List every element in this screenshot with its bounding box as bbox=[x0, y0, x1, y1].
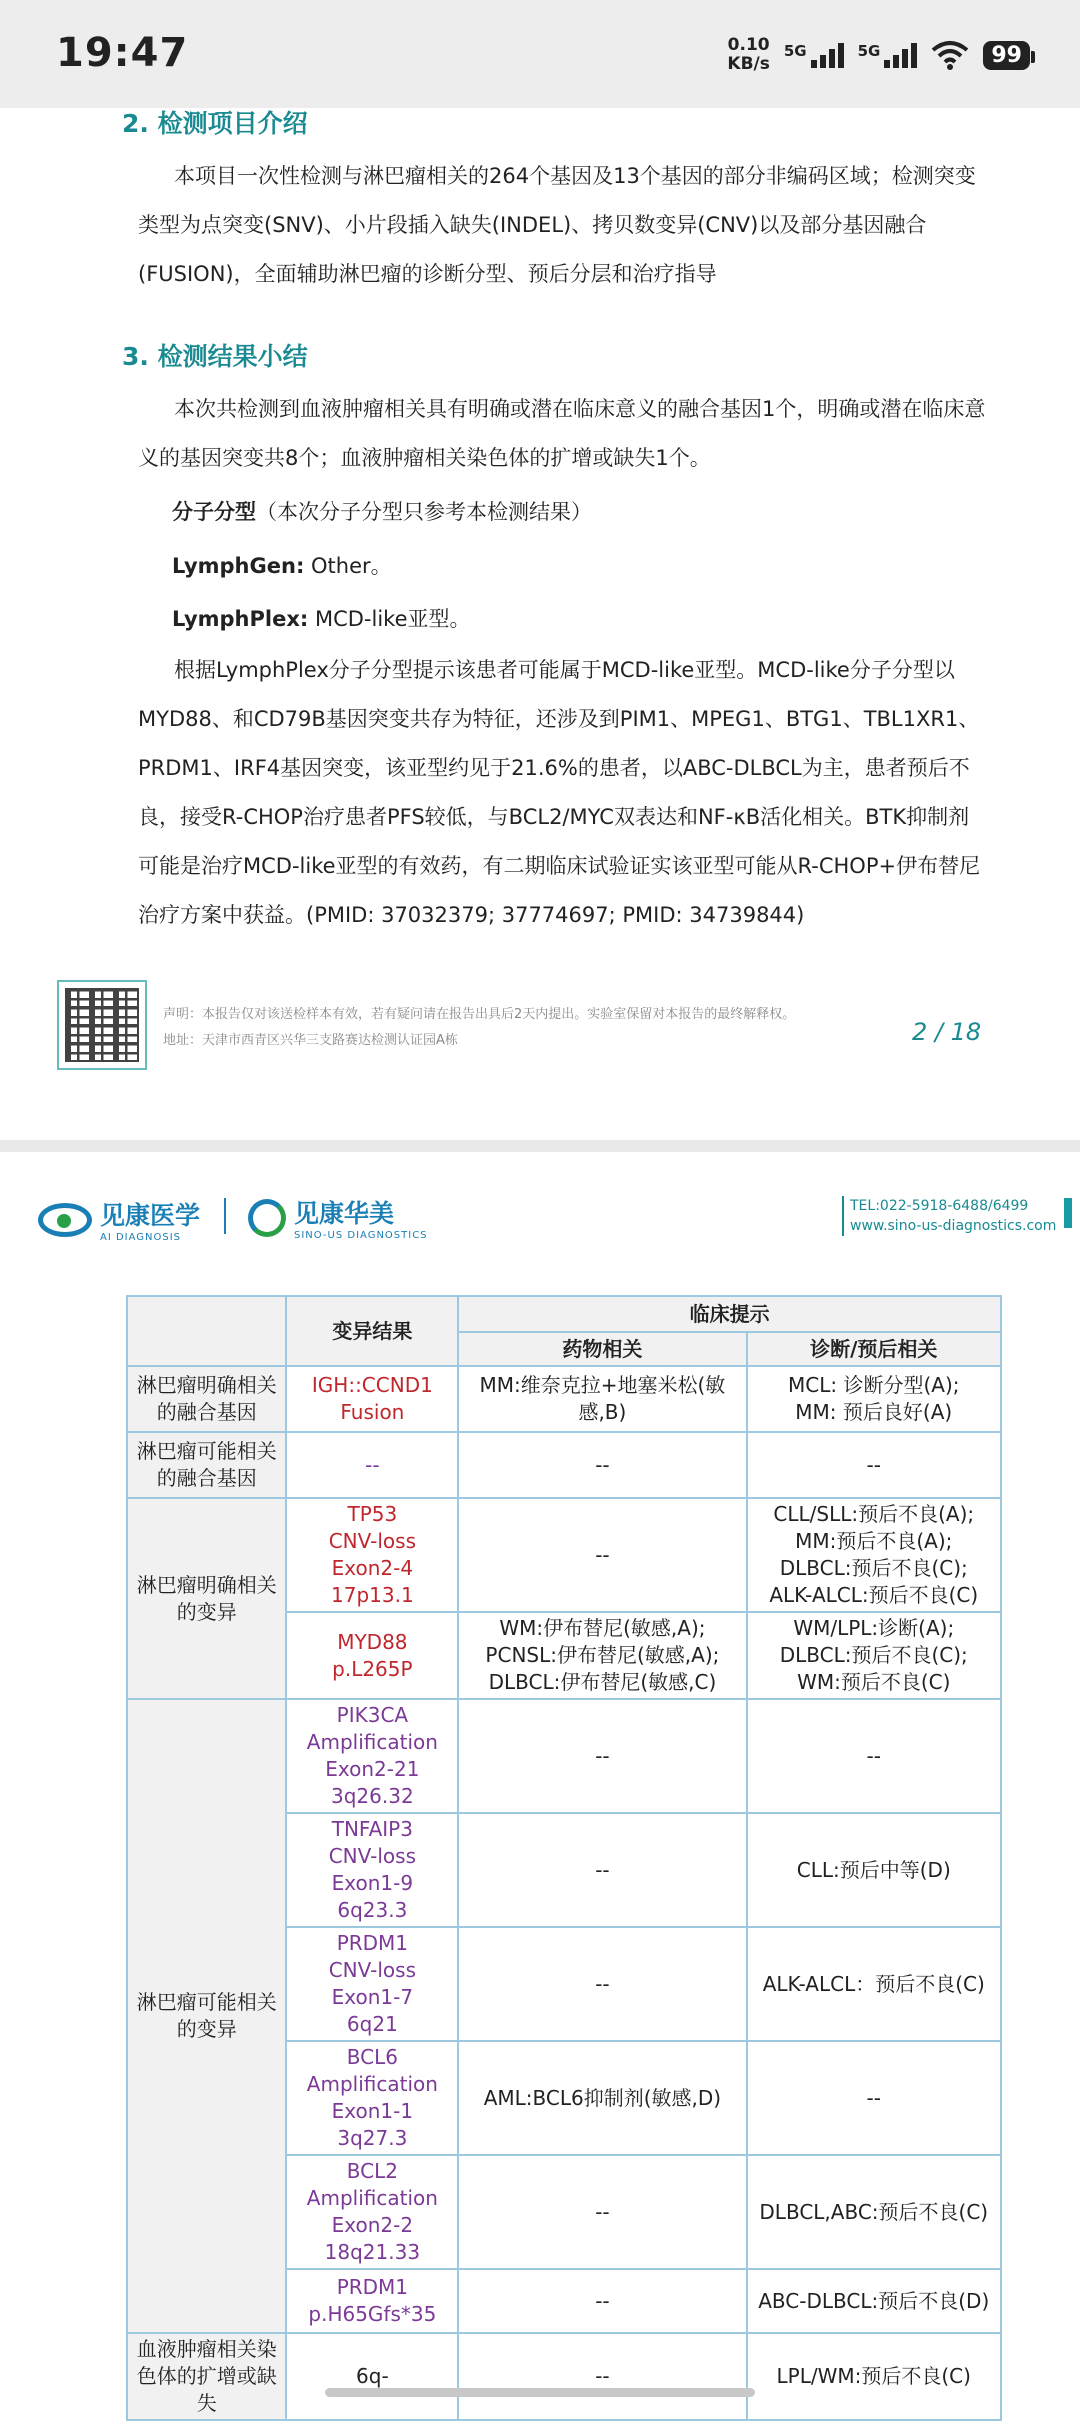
drug-cell: -- bbox=[458, 1927, 746, 2041]
section2-title: 2. 检测项目介绍 bbox=[122, 109, 308, 138]
jiankang-huamei-logo: 见康华美 SINO-US DIAGNOSTICS bbox=[248, 1194, 428, 1241]
clock: 19:47 bbox=[56, 30, 189, 76]
diagnosis-cell: -- bbox=[747, 1432, 1001, 1498]
molecular-typing-line: 分子分型（本次分子分型只参考本检测结果） bbox=[172, 500, 592, 524]
drug-cell: -- bbox=[458, 2155, 746, 2269]
variant-cell: BCL6 Amplification Exon1-1 3q27.3 bbox=[286, 2041, 458, 2155]
page-divider bbox=[0, 1140, 1080, 1152]
logo-separator bbox=[224, 1198, 226, 1234]
table-row bbox=[127, 1498, 1001, 1612]
variant-cell: TP53 CNV-loss Exon2-4 17p13.1 bbox=[286, 1498, 458, 1612]
variant-cell: -- bbox=[286, 1432, 458, 1498]
header-diagnosis: 诊断/预后相关 bbox=[747, 1332, 1001, 1366]
category-cell: 淋巴瘤明确相关的融合基因 bbox=[127, 1366, 286, 1432]
signal-sim2-icon: 5G bbox=[858, 42, 918, 68]
diagnosis-cell: -- bbox=[747, 1699, 1001, 1813]
variant-cell: 6q- bbox=[286, 2333, 458, 2420]
status-bar bbox=[0, 0, 1080, 108]
diagnosis-cell: ABC-DLBCL:预后不良(D) bbox=[747, 2269, 1001, 2333]
lymphgen-line: LymphGen: Other。 bbox=[172, 554, 392, 578]
diagnosis-cell: -- bbox=[747, 2041, 1001, 2155]
battery-icon: 99 bbox=[983, 41, 1030, 70]
diagnosis-cell: CLL:预后中等(D) bbox=[747, 1813, 1001, 1927]
variant-cell: MYD88 p.L265P bbox=[286, 1612, 458, 1699]
category-cell: 血液肿瘤相关染色体的扩增或缺失 bbox=[127, 2333, 286, 2420]
header-clinical: 临床提示 bbox=[458, 1296, 1001, 1332]
swirl-logo-icon bbox=[248, 1199, 286, 1237]
variant-cell: PRDM1 p.H65Gfs*35 bbox=[286, 2269, 458, 2333]
lymphplex-line: LymphPlex: MCD-like亚型。 bbox=[172, 607, 471, 631]
header-variant: 变异结果 bbox=[286, 1296, 458, 1366]
drug-cell: AML:BCL6抑制剂(敏感,D) bbox=[458, 2041, 746, 2155]
drug-cell: WM:伊布替尼(敏感,A); PCNSL:伊布替尼(敏感,A); DLBCL:伊布替尼(敏感,C) bbox=[458, 1612, 746, 1699]
variant-cell: BCL2 Amplification Exon2-2 18q21.33 bbox=[286, 2155, 458, 2269]
diagnosis-cell: DLBCL,ABC:预后不良(C) bbox=[747, 2155, 1001, 2269]
variant-cell: PRDM1 CNV-loss Exon1-7 6q21 bbox=[286, 1927, 458, 2041]
table-row bbox=[127, 1699, 1001, 1813]
drug-cell: -- bbox=[458, 1498, 746, 1612]
diagnosis-cell: WM/LPL:诊断(A); DLBCL:预后不良(C); WM:预后不良(C) bbox=[747, 1612, 1001, 1699]
footer-note: 声明：本报告仅对该送检样本有效，若有疑问请在报告出具后2天内提出。实验室保留对本报告的最终解释权。 地址：天津市西青区兴华三支路赛达检测认证园A栋 bbox=[163, 1007, 796, 1048]
drug-cell: -- bbox=[458, 2333, 746, 2420]
category-cell: 淋巴瘤可能相关的变异 bbox=[127, 1699, 286, 2333]
wifi-icon bbox=[931, 40, 969, 70]
home-indicator[interactable] bbox=[325, 2388, 755, 2397]
status-icons bbox=[727, 36, 1030, 74]
variant-cell: TNFAIP3 CNV-loss Exon1-9 6q23.3 bbox=[286, 1813, 458, 1927]
table-row bbox=[127, 1432, 1001, 1498]
jiankang-medical-logo: 见康医学 AI DIAGNOSIS bbox=[38, 1196, 200, 1243]
section2-body: 本项目一次性检测与淋巴瘤相关的264个基因及13个基因的部分非编码区域；检测突变类型为点突变(SNV)、小片段插入缺失(INDEL)、拷贝数变异(CNV)以及部分基因融合(FUSION)，全面辅助淋巴瘤的诊断分型、预后分层和治疗指导 bbox=[138, 164, 976, 286]
results-table bbox=[126, 1295, 1002, 2421]
header-accent-bar bbox=[1064, 1198, 1072, 1228]
section3-body: 本次共检测到血液肿瘤相关具有明确或潜在临床意义的融合基因1个，明确或潜在临床意义的基因突变共8个；血液肿瘤相关染色体的扩增或缺失1个。 bbox=[138, 397, 986, 470]
drug-cell: -- bbox=[458, 1813, 746, 1927]
table-row bbox=[127, 2333, 1001, 2420]
section3-title: 3. 检测结果小结 bbox=[122, 342, 308, 371]
header-blank bbox=[127, 1296, 286, 1366]
interpretation-paragraph: 根据LymphPlex分子分型提示该患者可能属于MCD-like亚型。MCD-like分子分型以MYD88、和CD79B基因突变共存为特征，还涉及到PIM1、MPEG1、BTG1、TBL1XR1、PRDM1、IRF4基因突变，该亚型约见于21.6%的患者，以ABC-DLBCL为主，患者预后不良，接受R-CHOP治疗患者PFS较低，与BCL2/MYC双表达和NF-κB活化相关。BTK抑制剂可能是治疗MCD-like亚型的有效药，有二期临床试验证实该亚型可能从R-CHOP+伊布替尼治疗方案中获益。(PMID: 37032379; 37774697; PMID: 34739844) bbox=[138, 658, 981, 927]
signal-sim1-icon: 5G bbox=[784, 42, 844, 68]
eye-logo-icon bbox=[38, 1203, 92, 1237]
qr-code bbox=[57, 980, 147, 1070]
contact-info: TEL:022-5918-6488/6499 www.sino-us-diagnostics.com bbox=[842, 1196, 1056, 1236]
diagnosis-cell: CLL/SLL:预后不良(A); MM:预后不良(A); DLBCL:预后不良(C); ALK-ALCL:预后不良(C) bbox=[747, 1498, 1001, 1612]
header-drug: 药物相关 bbox=[458, 1332, 746, 1366]
diagnosis-cell: MCL: 诊断分型(A); MM: 预后良好(A) bbox=[747, 1366, 1001, 1432]
table-row bbox=[127, 1366, 1001, 1432]
category-cell: 淋巴瘤可能相关的融合基因 bbox=[127, 1432, 286, 1498]
category-cell: 淋巴瘤明确相关的变异 bbox=[127, 1498, 286, 1699]
network-speed: 0.10 KB/s bbox=[727, 35, 770, 74]
drug-cell: -- bbox=[458, 1432, 746, 1498]
drug-cell: MM:维奈克拉+地塞米松(敏感,B) bbox=[458, 1366, 746, 1432]
drug-cell: -- bbox=[458, 2269, 746, 2333]
diagnosis-cell: ALK-ALCL：预后不良(C) bbox=[747, 1927, 1001, 2041]
drug-cell: -- bbox=[458, 1699, 746, 1813]
diagnosis-cell: LPL/WM:预后不良(C) bbox=[747, 2333, 1001, 2420]
variant-cell: PIK3CA Amplification Exon2-21 3q26.32 bbox=[286, 1699, 458, 1813]
variant-cell: IGH::CCND1 Fusion bbox=[286, 1366, 458, 1432]
page-number: 2 / 18 bbox=[912, 1018, 982, 1046]
